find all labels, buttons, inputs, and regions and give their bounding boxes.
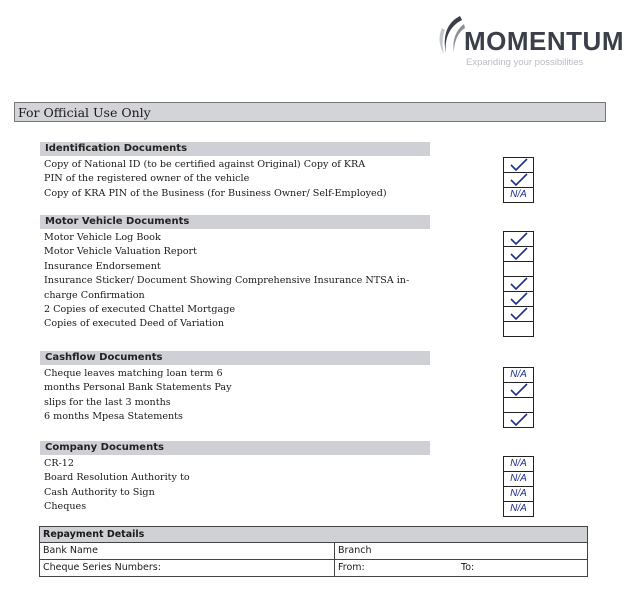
checkmark-icon[interactable] (504, 277, 533, 292)
list-item: Insurance Sticker/ Document Showing Comprehensive Insurance NTSA in- (44, 275, 410, 287)
bank-name-label: Bank Name (40, 543, 335, 559)
list-item: Insurance Endorsement (44, 260, 161, 272)
list-item: Cheques (44, 501, 87, 513)
checkmark-icon[interactable] (504, 292, 533, 307)
cashflow-checkboxes (503, 367, 534, 428)
checkbox[interactable] (504, 322, 533, 336)
momentum-logo (436, 10, 624, 68)
checkbox[interactable]: N/A (504, 487, 533, 502)
list-item: 2 Copies of executed Chattel Mortgage (44, 304, 236, 316)
logo-tagline: Expanding your possibilities (466, 57, 584, 68)
section-title: Identification Documents (40, 142, 430, 156)
list-item: Copies of executed Deed of Variation (44, 318, 225, 330)
repayment-details-table (39, 526, 588, 577)
checkmark-icon[interactable] (504, 173, 533, 188)
list-item: charge Confirmation (44, 289, 145, 301)
checkmark-icon[interactable] (504, 247, 533, 262)
table-row (40, 560, 587, 576)
checkmark-icon[interactable] (504, 413, 533, 427)
section-title: Company Documents (40, 441, 430, 455)
checkbox[interactable]: N/A (510, 189, 527, 200)
from-label: From: (338, 562, 365, 573)
identification-checkboxes (503, 157, 534, 203)
momentum-swoosh-icon (436, 14, 466, 58)
logo-wordmark: MOMENTUM (464, 26, 624, 56)
list-item: Copy of KRA PIN of the Business (for Business Owner/ Self-Employed) (44, 187, 387, 199)
checkmark-icon[interactable] (504, 307, 533, 322)
branch-value (458, 543, 587, 559)
list-item: slips for the last 3 months (44, 396, 171, 408)
official-use-header: For Official Use Only (14, 102, 606, 122)
list-item: CR-12 (44, 458, 75, 469)
company-checkboxes (503, 456, 534, 517)
section-title: Motor Vehicle Documents (40, 215, 430, 229)
motor-vehicle-section (40, 215, 430, 332)
checkbox[interactable]: N/A (504, 457, 533, 472)
repayment-title: Repayment Details (40, 527, 587, 543)
cashflow-section (40, 351, 430, 425)
list-item: months Personal Bank Statements Pay (44, 382, 232, 394)
checkbox[interactable]: N/A (504, 472, 533, 487)
company-section (40, 441, 430, 515)
list-item: 6 months Mpesa Statements (44, 411, 183, 423)
checkmark-icon[interactable] (504, 158, 533, 173)
list-item: Copy of National ID (to be certified against Original) Copy of KRA (44, 159, 366, 170)
branch-label: Branch (338, 545, 372, 556)
cheque-series-label: Cheque Series Numbers: (40, 560, 335, 576)
identification-section (40, 142, 430, 201)
checkbox[interactable]: N/A (510, 503, 527, 514)
checkbox[interactable]: N/A (504, 368, 533, 383)
section-title: Cashflow Documents (40, 351, 430, 365)
checkbox[interactable] (504, 398, 533, 413)
table-row (40, 543, 587, 560)
list-item: Motor Vehicle Valuation Report (44, 246, 197, 258)
checkmark-icon[interactable] (504, 383, 533, 398)
list-item: Cheque leaves matching loan term 6 (44, 368, 223, 379)
to-label: To: (461, 562, 475, 573)
list-item: Board Resolution Authority to (44, 472, 190, 484)
checkbox[interactable] (504, 262, 533, 277)
motor-vehicle-checkboxes (503, 231, 534, 337)
list-item: Cash Authority to Sign (44, 486, 155, 498)
checkmark-icon[interactable] (504, 232, 533, 247)
list-item: PIN of the registered owner of the vehicle (44, 173, 250, 185)
list-item: Motor Vehicle Log Book (44, 232, 161, 243)
